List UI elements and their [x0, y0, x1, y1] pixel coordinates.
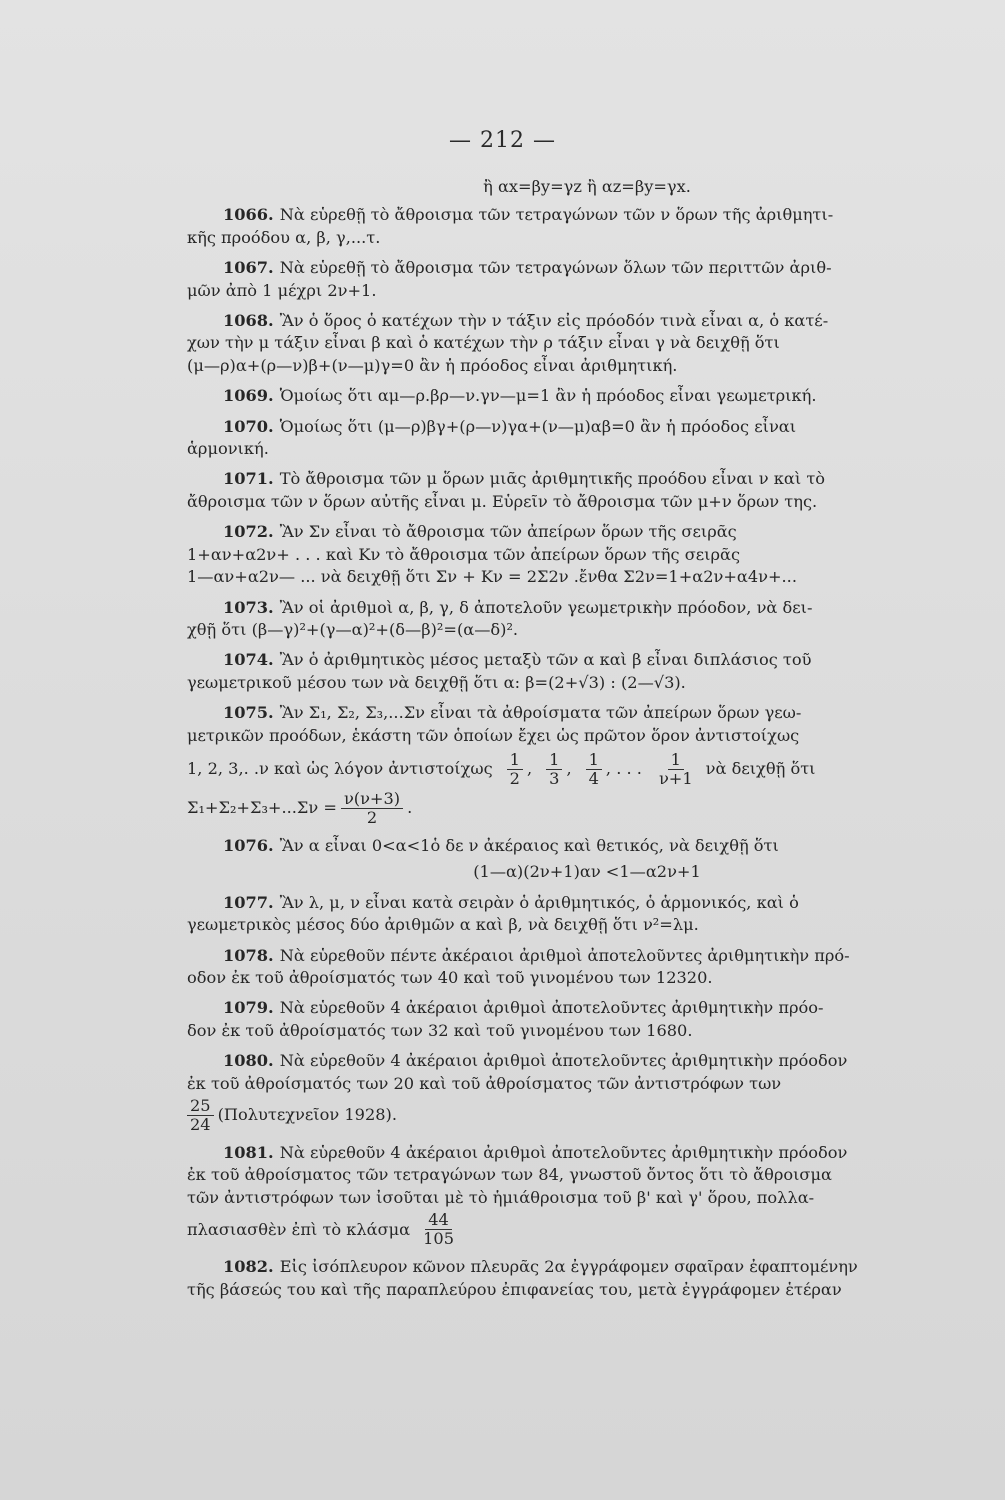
problem-1066 — [187, 204, 987, 249]
problem-text: δον ἐκ τοῦ ἀθροίσματός των 32 καὶ τοῦ γινομένου των 1680. — [187, 1020, 693, 1040]
problem-1078 — [187, 945, 987, 990]
problem-text: Νὰ εὑρεθῇ τὸ ἄθροισμα τῶν τετραγώνων τῶν ν ὅρων τῆς ἀριθμητι- — [279, 205, 834, 225]
problem-text: οδον ἐκ τοῦ ἀθροίσματός των 40 καὶ τοῦ γινομένου των 12320. — [187, 967, 713, 987]
fraction: $\frac{\nu(\nu+3)}{2}$ — [341, 790, 403, 827]
problem-1077 — [187, 892, 987, 937]
ratios-line: 1, 2, 3,. .ν καὶ ὡς λόγον ἀντιστοίχως $\frac{1}{2}$ , $\frac{1}{3}$ , $\frac{1}{4}$ , . . . $\frac{1}{\nu+1}$ νὰ δειχθῇ ὅτι — [187, 749, 816, 788]
problem-text: τῆς βάσεώς του καὶ τῆς παραπλεύρου ἐπιφανείας του, μετὰ ἐγγράφομεν ἑτέραν — [187, 1279, 842, 1299]
problems-group-b — [187, 892, 987, 1042]
problem-1073 — [187, 597, 987, 642]
fraction: $\frac{1}{\nu+1}$ — [658, 749, 693, 788]
problem-text: μετρικῶν προόδων, ἑκάστη τῶν ὁποίων ἔχει ὡς πρῶτον ὅρον ἀντιστοίχως — [187, 725, 800, 745]
problem-number: 1074. — [223, 650, 274, 670]
problem-text: Νὰ εὑρεθοῦν 4 ἀκέραιοι ἀριθμοὶ ἀποτελοῦντες ἀριθμητικὴν πρόοδον — [279, 1143, 848, 1162]
problem-text: νὰ δειχθῇ ὅτι — [705, 759, 816, 779]
problem-1079 — [187, 997, 987, 1042]
problem-number: 1070. — [223, 416, 274, 436]
problem-number: 1081. — [223, 1143, 274, 1162]
problem-text: Νὰ εὑρεθοῦν 4 ἀκέραιοι ἀριθμοὶ ἀποτελοῦντες ἀριθμητικὴν πρόοδον — [279, 1051, 848, 1071]
problem-text: κῆς προόδου α, β, γ,...τ. — [187, 227, 381, 247]
continuation-line: ἢ αx=βy=γz ἢ αz=βy=γx. — [483, 177, 691, 196]
problem-text: Τὸ ἄθροισμα τῶν μ ὅρων μιᾶς ἀριθμητικῆς προόδου εἶναι ν καὶ τὸ — [279, 469, 826, 489]
problem-text: Νὰ εὑρεθοῦν 4 ἀκέραιοι ἀριθμοὶ ἀποτελοῦντες ἀριθμητικὴν πρόο- — [279, 998, 824, 1018]
problem-text: 1+αν+α2ν+ . . . καὶ Κν τὸ ἄθροισμα τῶν ἀπείρων ὅρων τῆς σειρᾶς — [187, 544, 741, 564]
problem-text: χων τὴν μ τάξιν εἶναι β καὶ ὁ κατέχων τὴν ρ τάξιν εἶναι γ νὰ δειχθῇ ὅτι — [187, 333, 780, 353]
problem-text: πλασιασθὲν ἐπὶ τὸ κλάσμα — [187, 1219, 411, 1239]
problem-1082 — [187, 1256, 987, 1301]
problem-text: Ὁμοίως ὅτι αμ—ρ.βρ—ν.γν—μ=1 ἂν ἡ πρόοδος εἶναι γεωμετρική. — [279, 386, 817, 406]
ellipsis: , . . . — [605, 759, 642, 779]
problem-number: 1072. — [223, 522, 274, 542]
fraction: $\frac{1}{4}$ — [586, 751, 602, 788]
problem-text: 1—αν+α2ν— ... νὰ δειχθῇ ὅτι Σν + Κν = 2Σ2ν .ἔνθα Σ2ν=1+α2ν+α4ν+... — [187, 567, 797, 587]
problem-text: Νὰ εὑρεθῇ τὸ ἄθροισμα τῶν τετραγώνων ὅλων τῶν περιττῶν ἀριθ- — [279, 258, 832, 278]
problem-text: τῶν ἀντιστρόφων των ἰσοῦται μὲ τὸ ἡμιάθροισμα τοῦ β' καὶ γ' ὅρου, πολλα- — [187, 1187, 815, 1207]
problem-text: Νὰ εὑρεθοῦν πέντε ἀκέραιοι ἀριθμοὶ ἀποτελοῦντες ἀριθμητικὴν πρό- — [279, 945, 850, 965]
sum-equation: Σ₁+Σ₂+Σ₃+...Σν = $\frac{\nu(\nu+3)}{2}$ . — [187, 788, 413, 827]
problem-number: 1079. — [223, 998, 274, 1018]
problem-1080 — [187, 1050, 987, 1134]
fraction: $\frac{25}{24}$ — [187, 1097, 214, 1134]
citation: (Πολυτεχνεῖον 1928). — [217, 1105, 397, 1125]
problem-text: ἐκ τοῦ ἀθροίσματος τῶν τετραγώνων των 84, γνωστοῦ ὄντος ὅτι τὸ ἄθροισμα — [187, 1165, 832, 1185]
problem-text: Ἂν Σν εἶναι τὸ ἄθροισμα τῶν ἀπείρων ὅρων τῆς σειρᾶς — [279, 522, 737, 542]
problem-number: 1076. — [223, 835, 274, 855]
problem-1069 — [187, 385, 987, 407]
problem-1074 — [187, 649, 987, 694]
problem-text: ἐκ τοῦ ἀθροίσματός των 20 καὶ τοῦ ἀθροίσματος τῶν ἀντιστρόφων των — [187, 1073, 782, 1093]
page-number: — 212 — — [449, 128, 556, 153]
problem-text: Ἂν οἱ ἀριθμοὶ α, β, γ, δ ἀποτελοῦν γεωμετρικὴν πρόοδον, νὰ δει- — [279, 597, 813, 617]
problem-text: Ἂν ὁ ἀριθμητικὸς μέσος μεταξὺ τῶν α καὶ β εἶναι διπλάσιος τοῦ — [279, 650, 812, 670]
problem-text: γεωμετρικοῦ μέσου των νὰ δειχθῇ ὅτι α: β=(2+√3) : (2—√3). — [187, 672, 686, 692]
problem-text: μῶν ἀπὸ 1 μέχρι 2ν+1. — [187, 280, 377, 300]
problem-text: Ὁμοίως ὅτι (μ—ρ)βγ+(ρ—ν)γα+(ν—μ)αβ=0 ἂν ἡ πρόοδος εἶναι — [279, 416, 797, 436]
problem-1067 — [187, 257, 987, 302]
fraction: $\frac{1}{2}$ — [507, 751, 523, 788]
problem-number: 1069. — [223, 386, 274, 406]
fraction: $\frac{44}{105}$ — [423, 1210, 455, 1249]
problem-text: (μ—ρ)α+(ρ—ν)β+(ν—μ)γ=0 ἂν ἡ πρόοδος εἶναι ἀριθμητική. — [187, 355, 678, 375]
problem-text: Ἂν ὁ ὅρος ὁ κατέχων τὴν ν τάξιν εἰς πρόοδόν τινὰ εἶναι α, ὁ κατέ- — [279, 311, 829, 331]
problem-1075 — [187, 702, 987, 827]
problem-1068 — [187, 310, 987, 377]
problem-text: ἄθροισμα τῶν ν ὅρων αὐτῆς εἶναι μ. Εὑρεῖν τὸ ἄθροισμα τῶν μ+ν ὅρων της. — [187, 491, 818, 511]
problem-1072 — [187, 521, 987, 588]
problem-text: ἁρμονική. — [187, 439, 269, 459]
problem-1070 — [187, 416, 987, 461]
problem-number: 1073. — [223, 597, 274, 617]
problem-number: 1071. — [223, 469, 274, 489]
problem-text: Εἰς ἰσόπλευρον κῶνον πλευρᾶς 2α ἐγγράφομεν σφαῖραν ἐφαπτομένην — [279, 1257, 858, 1277]
problem-number: 1077. — [223, 892, 274, 912]
problem-number: 1075. — [223, 703, 274, 723]
problem-1081 — [187, 1142, 987, 1248]
problem-number: 1078. — [223, 945, 274, 965]
problem-text: Ἂν α εἶναι 0<α<1ὁ δε ν ἀκέραιος καὶ θετικός, νὰ δειχθῇ ὅτι — [279, 835, 779, 855]
problem-text: γεωμετρικὸς μέσος δύο ἀριθμῶν α καὶ β, νὰ δειχθῇ ὅτι ν²=λμ. — [187, 915, 699, 935]
inequality: (1—α)(2ν+1)αν <1—α2ν+1 — [473, 862, 701, 882]
page-content — [187, 176, 987, 1309]
problem-1076 — [187, 835, 987, 884]
problem-text: Ἂν λ, μ, ν εἶναι κατὰ σειρὰν ὁ ἀριθμητικός, ὁ ἁρμονικός, καὶ ὁ — [279, 892, 799, 912]
problem-text: Ἂν Σ₁, Σ₂, Σ₃,...Σν εἶναι τὰ ἀθροίσματα τῶν ἀπείρων ὅρων γεω- — [279, 703, 802, 723]
problem-number: 1080. — [223, 1051, 274, 1071]
problem-number: 1067. — [223, 258, 274, 278]
problem-number: 1068. — [223, 311, 274, 331]
problem-text: 1, 2, 3,. .ν καὶ ὡς λόγον ἀντιστοίχως — [187, 759, 493, 779]
problem-number: 1066. — [223, 205, 274, 225]
problems-group-a — [187, 204, 987, 694]
fraction: $\frac{1}{3}$ — [546, 751, 562, 788]
problem-text: χθῇ ὅτι (β—γ)²+(γ—α)²+(δ—β)²=(α—δ)². — [187, 619, 519, 639]
problem-number: 1082. — [223, 1257, 274, 1277]
problem-1071 — [187, 468, 987, 513]
